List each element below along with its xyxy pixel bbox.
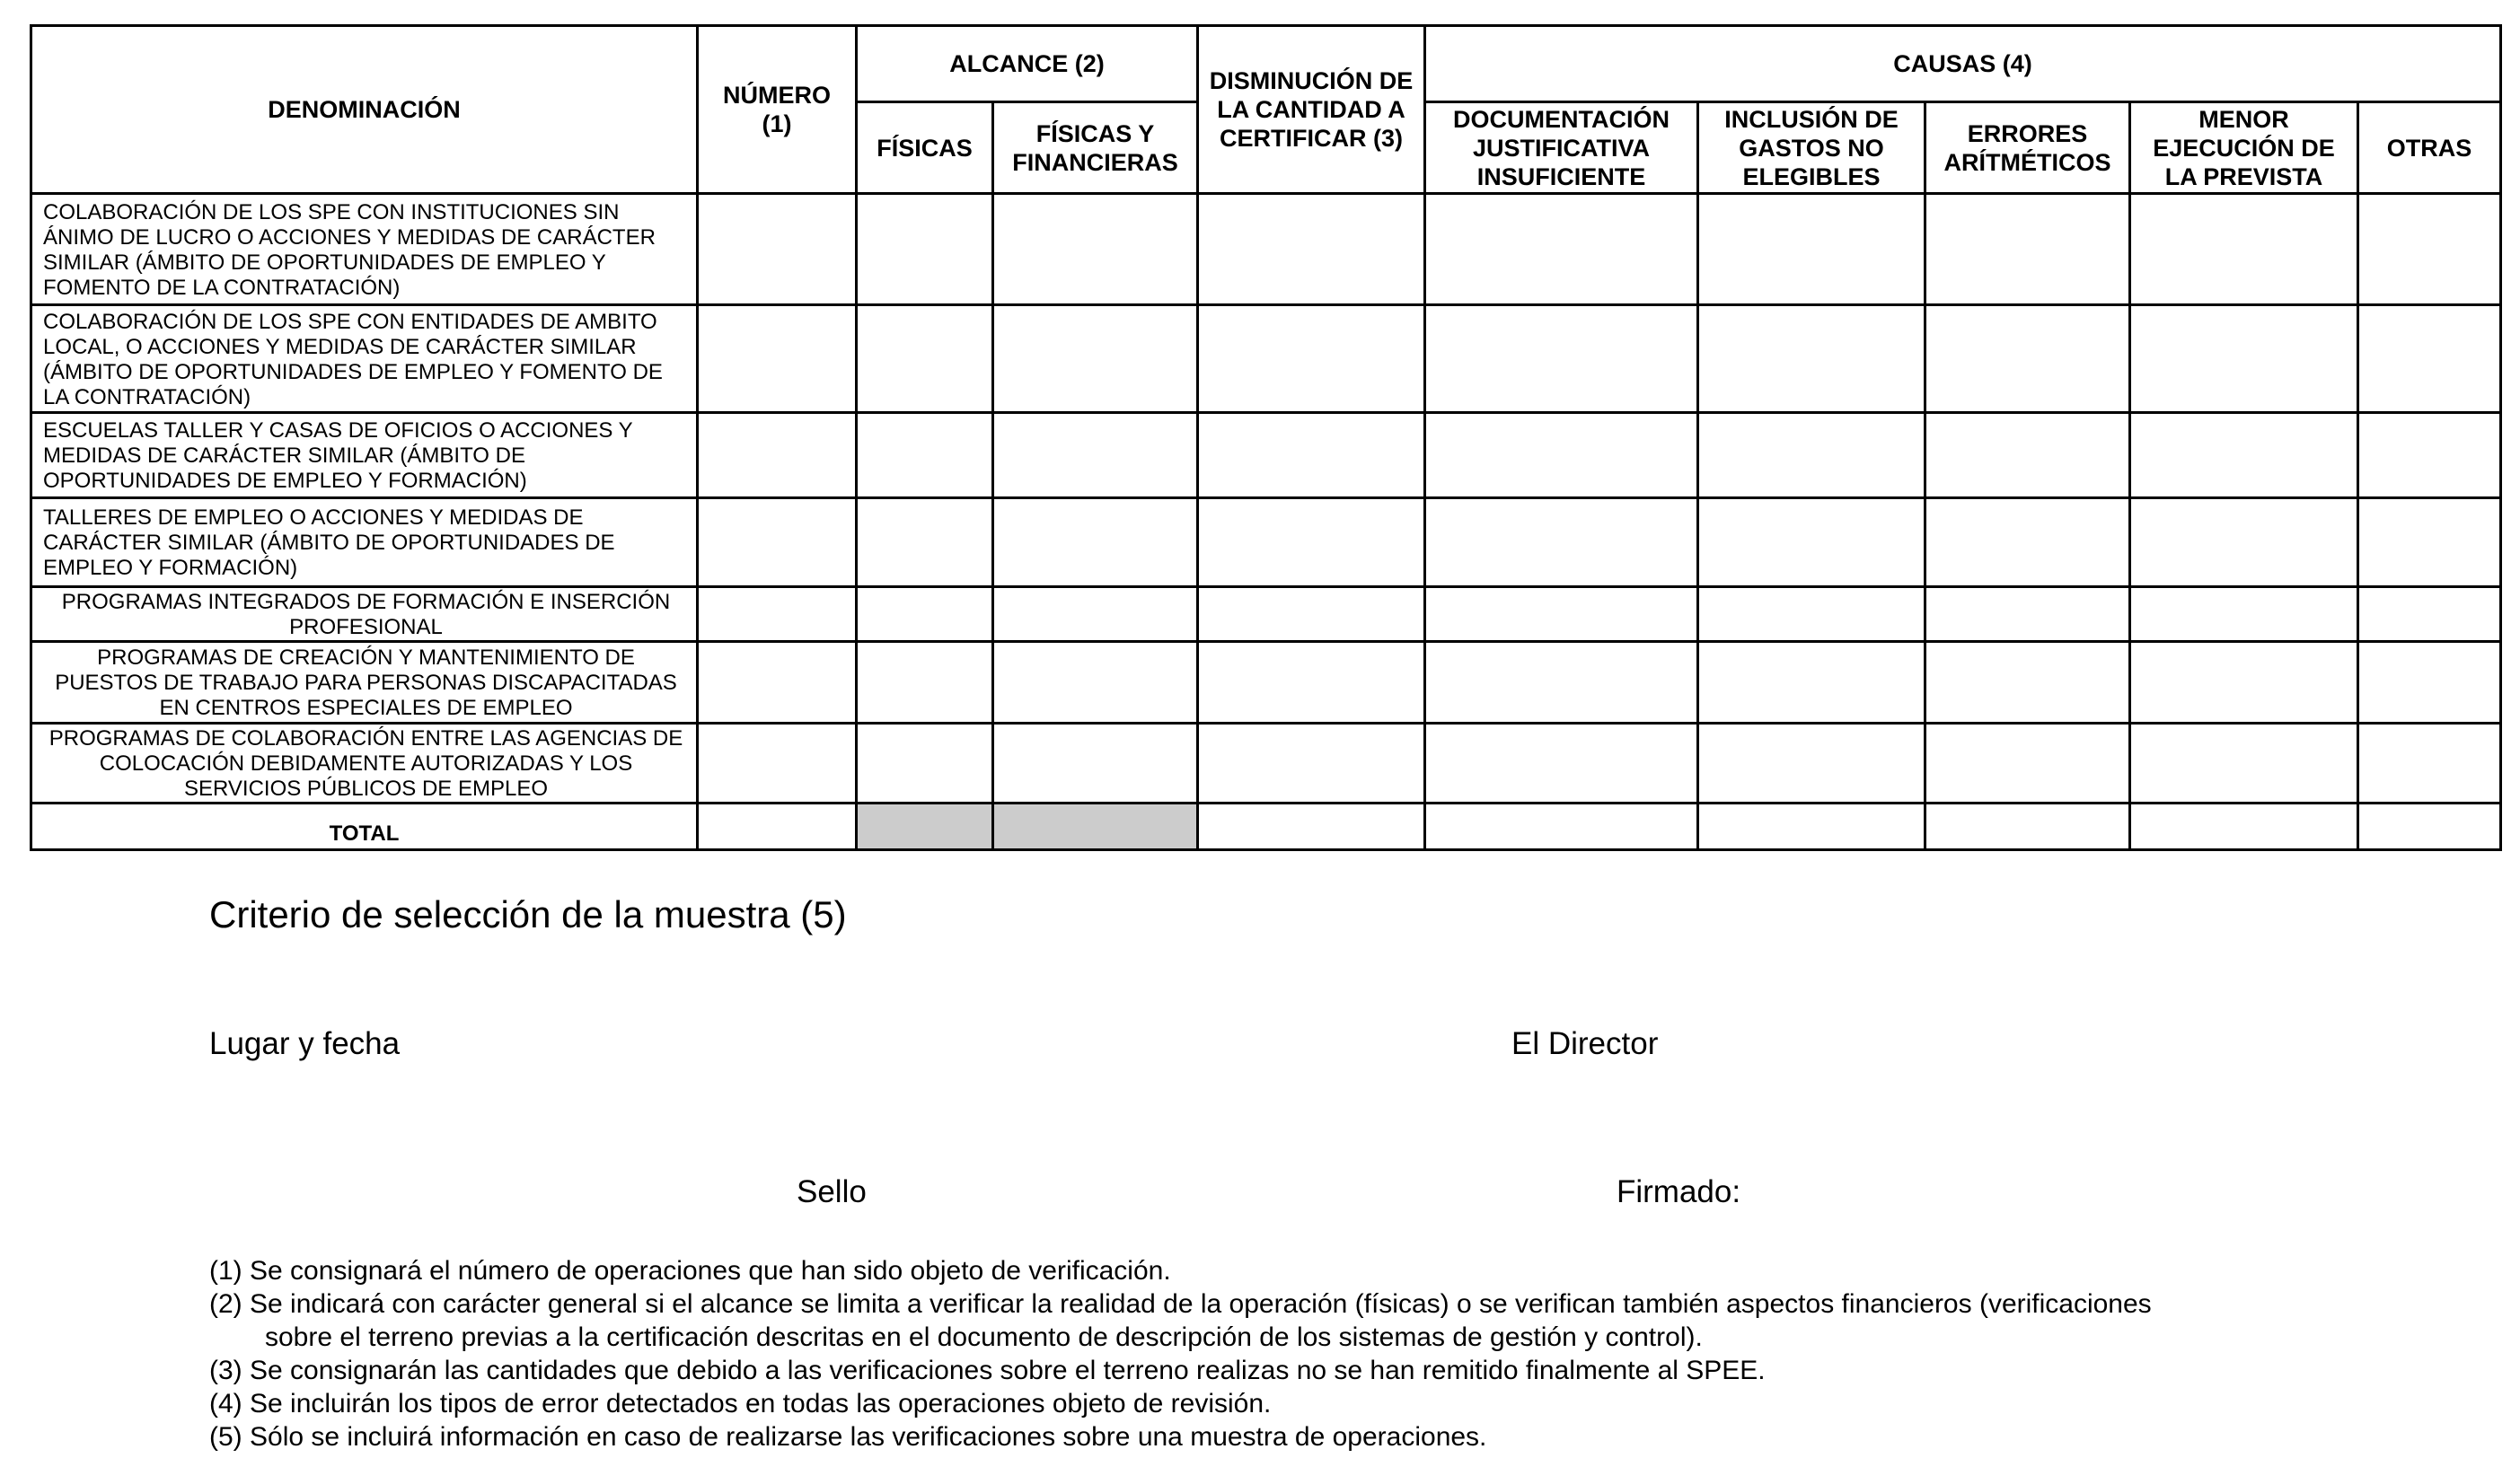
footnote-3: (3) Se consignarán las cantidades que debido a las verificaciones sobre el terreno realizas no se han remitido finalmente al SPEE. (209, 1356, 1766, 1385)
cell-fisicas-financieras[interactable] (993, 724, 1198, 804)
table-row (31, 724, 2501, 804)
cell-menor[interactable] (2130, 498, 2358, 587)
cell-fisicas[interactable] (857, 498, 993, 587)
cell-fisicas[interactable] (857, 642, 993, 724)
cell-inclusion[interactable] (1698, 498, 1925, 587)
row-denominacion: COLABORACIÓN DE LOS SPE CON ENTIDADES DE AMBITO LOCAL, O ACCIONES Y MEDIDAS DE CARÁCTER SIMILAR (ÁMBITO DE OPORTUNIDADES DE EMPLEO Y FOMENTO DE LA CONTRATACIÓN) (31, 305, 698, 413)
total-documentacion[interactable] (1425, 804, 1698, 850)
header-errores: ERRORES ARÍTMÉTICOS (1925, 102, 2130, 194)
cell-errores[interactable] (1925, 194, 2130, 305)
cell-inclusion[interactable] (1698, 724, 1925, 804)
row-denominacion: PROGRAMAS DE COLABORACIÓN ENTRE LAS AGENCIAS DE COLOCACIÓN DEBIDAMENTE AUTORIZADAS Y LOS SERVICIOS PÚBLICOS DE EMPLEO (31, 724, 698, 804)
header-alcance: ALCANCE (2) (857, 26, 1198, 102)
total-fisicas-shaded (857, 804, 993, 850)
row-denominacion: ESCUELAS TALLER Y CASAS DE OFICIOS O ACCIONES Y MEDIDAS DE CARÁCTER SIMILAR (ÁMBITO DE OPORTUNIDADES DE EMPLEO Y FORMACIÓN) (31, 413, 698, 498)
header-inclusion-label: INCLUSIÓN DE GASTOS NO ELEGIBLES (1724, 105, 1899, 190)
cell-inclusion[interactable] (1698, 642, 1925, 724)
cell-disminucion[interactable] (1198, 305, 1425, 413)
table-row (31, 587, 2501, 642)
cell-errores[interactable] (1925, 413, 2130, 498)
header-fisicas: FÍSICAS (857, 102, 993, 194)
cell-disminucion[interactable] (1198, 587, 1425, 642)
cell-menor[interactable] (2130, 724, 2358, 804)
cell-inclusion[interactable] (1698, 587, 1925, 642)
criterio-seleccion: Criterio de selección de la muestra (5) (209, 893, 847, 935)
total-fisicas-financieras-shaded (993, 804, 1198, 850)
cell-numero[interactable] (698, 413, 857, 498)
cell-numero[interactable] (698, 642, 857, 724)
cell-errores[interactable] (1925, 724, 2130, 804)
header-denominacion: DENOMINACIÓN (31, 26, 698, 194)
cell-errores[interactable] (1925, 587, 2130, 642)
cell-numero[interactable] (698, 194, 857, 305)
firmado-label: Firmado: (1617, 1174, 1741, 1209)
cell-otras[interactable] (2358, 305, 2501, 413)
header-fisicas-financieras-label: FÍSICAS Y FINANCIERAS (1012, 119, 1178, 176)
cell-disminucion[interactable] (1198, 724, 1425, 804)
cell-fisicas[interactable] (857, 587, 993, 642)
cell-fisicas[interactable] (857, 413, 993, 498)
footnote-4: (4) Se incluirán los tipos de error detectados en todas las operaciones objeto de revisión. (209, 1389, 1272, 1418)
cell-documentacion[interactable] (1425, 587, 1698, 642)
total-inclusion[interactable] (1698, 804, 1925, 850)
header-menor (2130, 102, 2358, 194)
cell-fisicas-financieras[interactable] (993, 413, 1198, 498)
cell-errores[interactable] (1925, 642, 2130, 724)
cell-menor[interactable] (2130, 587, 2358, 642)
row-denominacion: COLABORACIÓN DE LOS SPE CON INSTITUCIONES SIN ÁNIMO DE LUCRO O ACCIONES Y MEDIDAS DE CARÁCTER SIMILAR (ÁMBITO DE OPORTUNIDADES DE EMPLEO Y FOMENTO DE LA CONTRATACIÓN) (31, 194, 698, 305)
row-denominacion: PROGRAMAS INTEGRADOS DE FORMACIÓN E INSERCIÓN PROFESIONAL (31, 587, 698, 642)
cell-otras[interactable] (2358, 413, 2501, 498)
director-label: El Director (1511, 1026, 1659, 1061)
total-otras[interactable] (2358, 804, 2501, 850)
cell-fisicas[interactable] (857, 305, 993, 413)
cell-fisicas[interactable] (857, 194, 993, 305)
footnote-1: (1) Se consignará el número de operaciones que han sido objeto de verificación. (209, 1256, 1171, 1286)
table-row (31, 305, 2501, 413)
cell-disminucion[interactable] (1198, 642, 1425, 724)
cell-otras[interactable] (2358, 587, 2501, 642)
cell-inclusion[interactable] (1698, 413, 1925, 498)
cell-errores[interactable] (1925, 498, 2130, 587)
verification-table (30, 24, 2502, 851)
cell-numero[interactable] (698, 724, 857, 804)
cell-documentacion[interactable] (1425, 498, 1698, 587)
total-row (31, 804, 2501, 850)
header-disminucion (1198, 26, 1425, 194)
cell-documentacion[interactable] (1425, 305, 1698, 413)
header-inclusion (1698, 102, 1925, 194)
footnotes (209, 1254, 2152, 1454)
cell-fisicas-financieras[interactable] (993, 587, 1198, 642)
header-fisicas-financieras (993, 102, 1198, 194)
footnote-2: (2) Se indicará con carácter general si el alcance se limita a verificar la realidad de la operación (físicas) o se verifican también aspectos financieros (verificaciones (209, 1289, 2152, 1319)
header-documentacion: DOCUMENTACIÓN JUSTIFICATIVA INSUFICIENTE (1425, 102, 1698, 194)
total-disminucion[interactable] (1198, 804, 1425, 850)
cell-fisicas-financieras[interactable] (993, 642, 1198, 724)
cell-otras[interactable] (2358, 498, 2501, 587)
cell-numero[interactable] (698, 305, 857, 413)
total-errores[interactable] (1925, 804, 2130, 850)
cell-numero[interactable] (698, 587, 857, 642)
table-row (31, 194, 2501, 305)
row-denominacion: PROGRAMAS DE CREACIÓN Y MANTENIMIENTO DE PUESTOS DE TRABAJO PARA PERSONAS DISCAPACITADAS EN CENTROS ESPECIALES DE EMPLEO (31, 642, 698, 724)
row-denominacion: TALLERES DE EMPLEO O ACCIONES Y MEDIDAS DE CARÁCTER SIMILAR (ÁMBITO DE OPORTUNIDADES DE EMPLEO Y FORMACIÓN) (31, 498, 698, 587)
header-menor-label: MENOR EJECUCIÓN DE LA PREVISTA (2153, 105, 2335, 190)
cell-documentacion[interactable] (1425, 194, 1698, 305)
cell-disminucion[interactable] (1198, 413, 1425, 498)
footnote-2-continued: sobre el terreno previas a la certificación descritas en el documento de descripción de los sistemas de gestión y control). (265, 1322, 1703, 1352)
cell-inclusion[interactable] (1698, 194, 1925, 305)
cell-disminucion[interactable] (1198, 194, 1425, 305)
cell-fisicas-financieras[interactable] (993, 305, 1198, 413)
cell-documentacion[interactable] (1425, 642, 1698, 724)
cell-menor[interactable] (2130, 194, 2358, 305)
sello-label: Sello (797, 1174, 867, 1209)
cell-menor[interactable] (2130, 413, 2358, 498)
cell-errores[interactable] (1925, 305, 2130, 413)
cell-otras[interactable] (2358, 724, 2501, 804)
total-menor[interactable] (2130, 804, 2358, 850)
cell-inclusion[interactable] (1698, 305, 1925, 413)
total-numero[interactable] (698, 804, 857, 850)
header-numero (698, 26, 857, 194)
cell-fisicas-financieras[interactable] (993, 498, 1198, 587)
footnote-5: (5) Sólo se incluirá información en caso de realizarse las verificaciones sobre una muestra de operaciones. (209, 1422, 1487, 1452)
total-label: TOTAL (31, 804, 698, 850)
lugar-fecha-label: Lugar y fecha (209, 1026, 401, 1061)
cell-otras[interactable] (2358, 642, 2501, 724)
cell-otras[interactable] (2358, 194, 2501, 305)
table-row (31, 413, 2501, 498)
cell-fisicas-financieras[interactable] (993, 194, 1198, 305)
cell-fisicas[interactable] (857, 724, 993, 804)
cell-menor[interactable] (2130, 305, 2358, 413)
table-row (31, 642, 2501, 724)
cell-documentacion[interactable] (1425, 724, 1698, 804)
cell-disminucion[interactable] (1198, 498, 1425, 587)
header-otras: OTRAS (2358, 102, 2501, 194)
header-causas: CAUSAS (4) (1425, 26, 2501, 102)
table-row (31, 498, 2501, 587)
cell-numero[interactable] (698, 498, 857, 587)
header-disminucion-label: DISMINUCIÓN DE LA CANTIDAD A CERTIFICAR (3) (1209, 67, 1414, 152)
cell-menor[interactable] (2130, 642, 2358, 724)
header-numero-label: NÚMERO (1) (723, 82, 831, 137)
cell-documentacion[interactable] (1425, 413, 1698, 498)
